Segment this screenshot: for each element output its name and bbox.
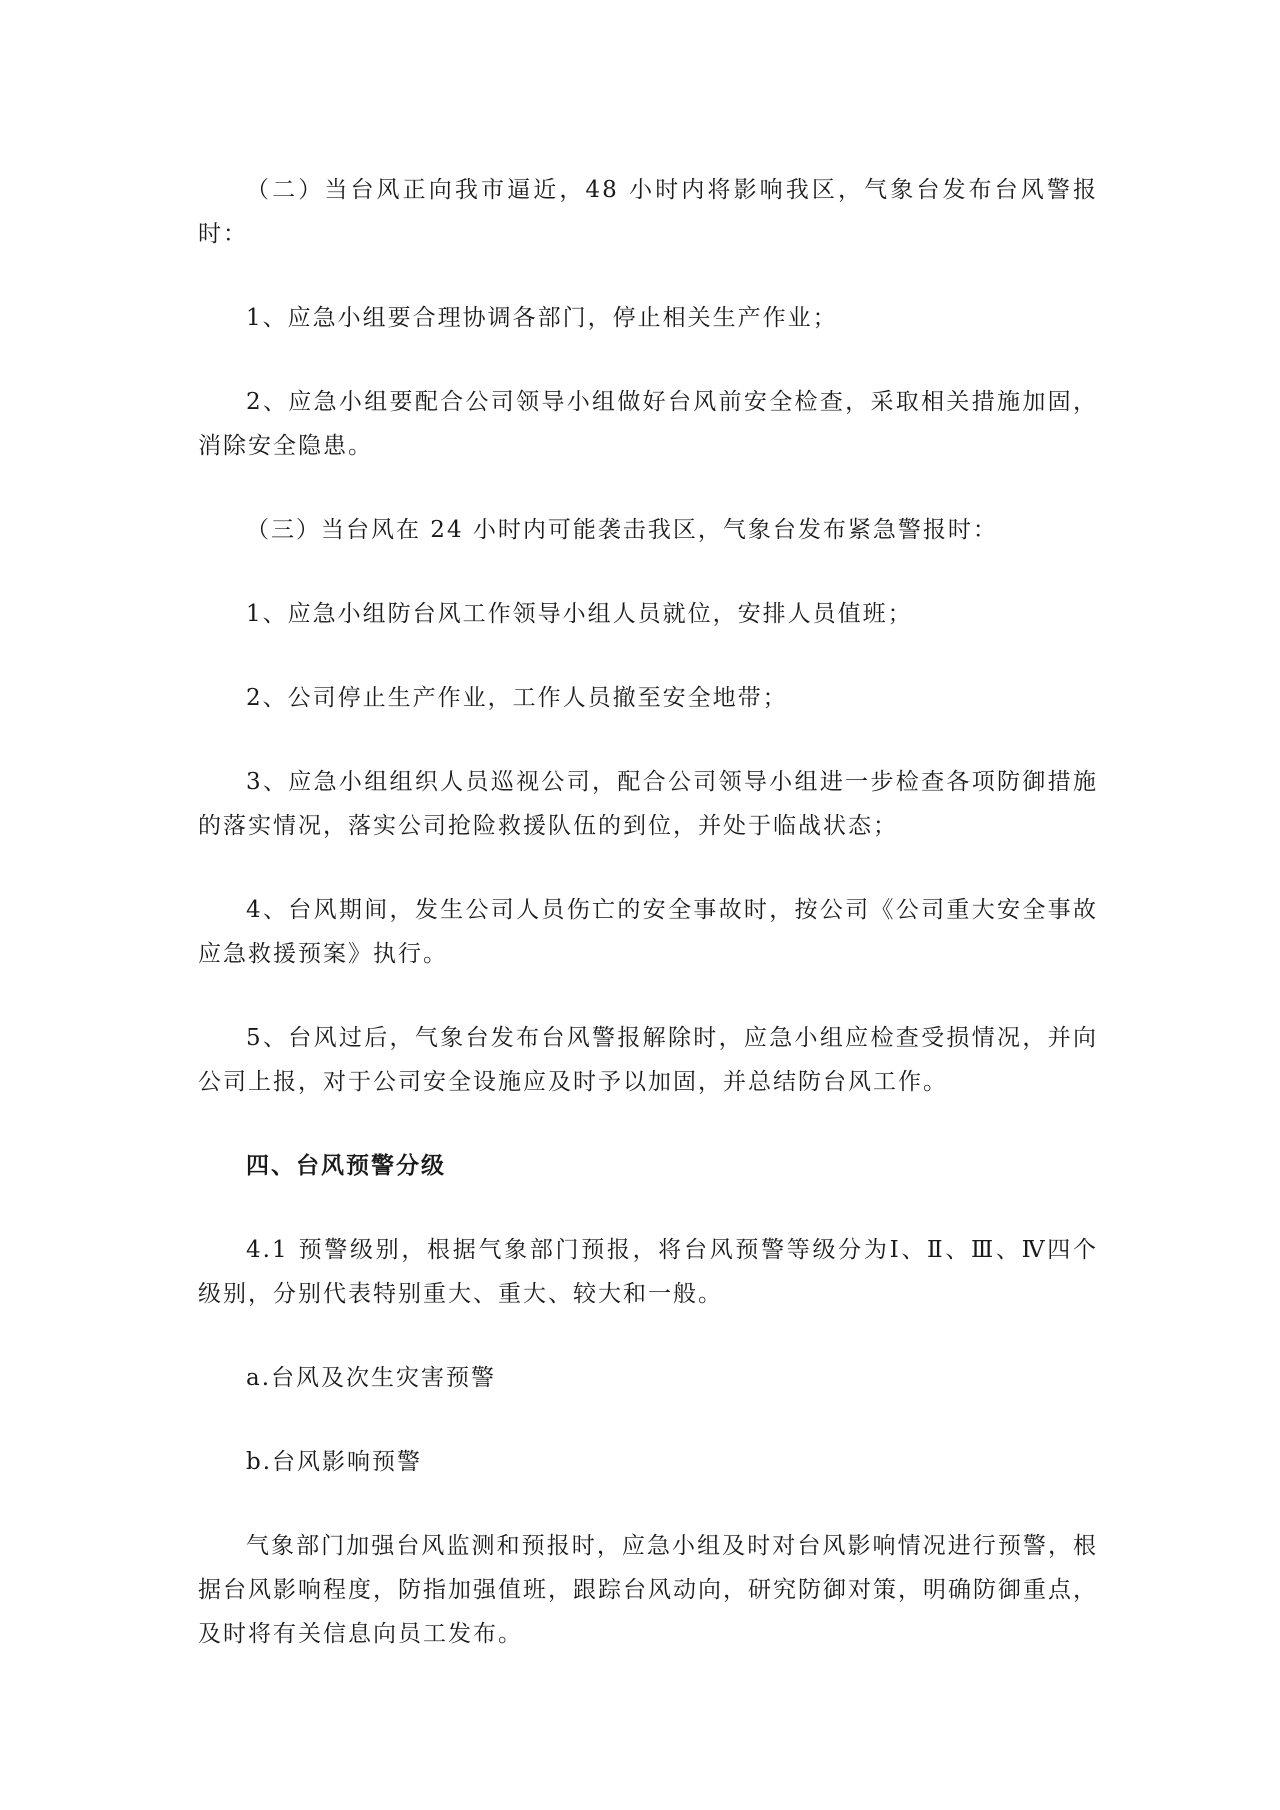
paragraph-item: 1、应急小组要合理协调各部门，停止相关生产作业； [246, 305, 838, 331]
section-heading: 四、台风预警分级 [246, 1153, 446, 1179]
paragraph-item: 1、应急小组防台风工作领导小组人员就位，安排人员值班； [246, 601, 913, 627]
paragraph-item: 4、台风期间，发生公司人员伤亡的安全事故时，按公司《公司重大安全事故应急救援预案》执行。 [198, 897, 1098, 967]
paragraph-warning-levels: 4.1 预警级别，根据气象部门预报，将台风预警等级分为Ⅰ、Ⅱ、Ⅲ、Ⅳ四个级别，分别代表特别重大、重大、较大和一般。 [198, 1237, 1098, 1307]
paragraph-item: 5、台风过后，气象台发布台风警报解除时，应急小组应检查受损情况，并向公司上报，对于公司安全设施应及时予以加固，并总结防台风工作。 [198, 1025, 1098, 1095]
paragraph-item: 3、应急小组组织人员巡视公司，配合公司领导小组进一步检查各项防御措施的落实情况，落实公司抢险救援队伍的到位，并处于临战状态； [198, 769, 1098, 839]
list-item-b: b.台风影响预警 [246, 1449, 423, 1475]
document-body [198, 168, 1098, 1656]
paragraph-item: 2、公司停止生产作业，工作人员撤至安全地带； [246, 685, 788, 711]
list-item-a: a.台风及次生灾害预警 [246, 1365, 497, 1391]
paragraph-monitoring: 气象部门加强台风监测和预报时，应急小组及时对台风影响情况进行预警，根据台风影响程度，防指加强值班，跟踪台风动向，研究防御对策，明确防御重点，及时将有关信息向员工发布。 [198, 1533, 1098, 1647]
paragraph-section-two-intro: （二）当台风正向我市逼近，48 小时内将影响我区，气象台发布台风警报时： [198, 177, 1098, 247]
paragraph-section-three-intro: （三）当台风在 24 小时内可能袭击我区，气象台发布紧急警报时： [246, 517, 998, 543]
paragraph-item: 2、应急小组要配合公司领导小组做好台风前安全检查，采取相关措施加固，消除安全隐患。 [198, 389, 1098, 459]
